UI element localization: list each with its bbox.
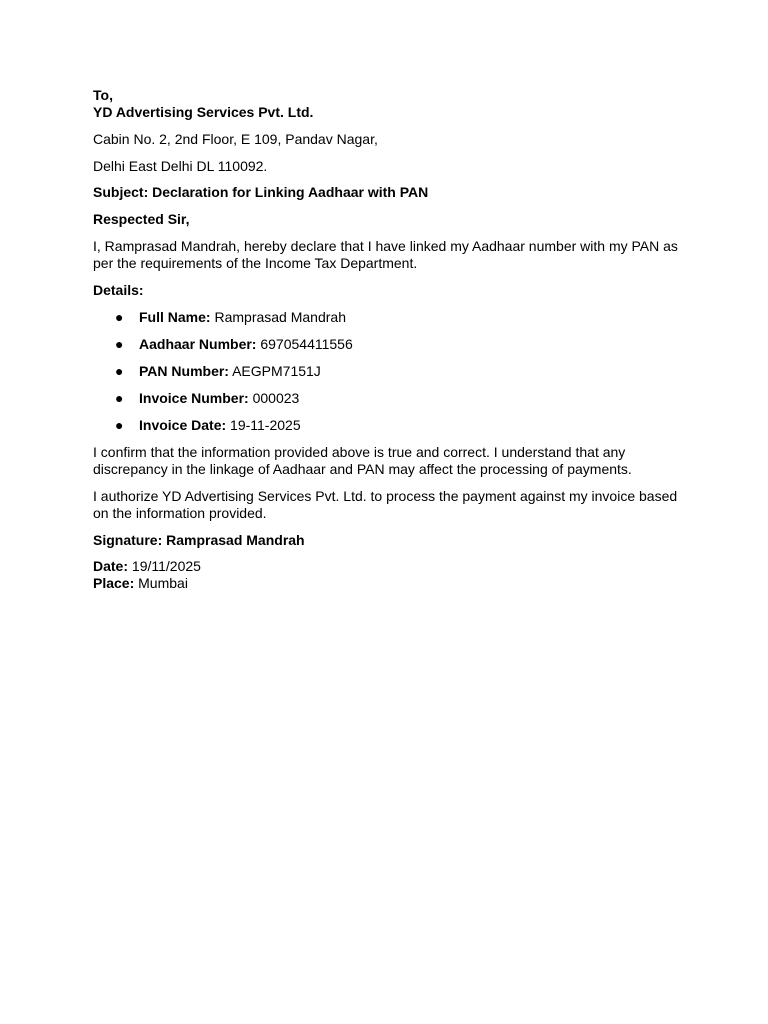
address-line-1: Cabin No. 2, 2nd Floor, E 109, Pandav Nagar, xyxy=(93,131,378,147)
date-value: 19/11/2025 xyxy=(131,558,201,574)
confirm-paragraph: I confirm that the information provided above is true and correct. I understand that any discrepancy in the linkage of Aadhaar and PAN may affect the processing of payments. xyxy=(93,444,632,477)
bullet-icon: ● xyxy=(115,417,124,433)
detail-value: 19-11-2025 xyxy=(230,417,301,433)
detail-label: Aadhaar Number: xyxy=(139,336,257,352)
detail-item-pan xyxy=(93,363,683,380)
authorize-paragraph: I authorize YD Advertising Services Pvt. Ltd. to process the payment against my invoice based on the information provided. xyxy=(93,488,678,521)
subject-line: Subject: Declaration for Linking Aadhaar with PAN xyxy=(93,184,429,200)
to-label: To, xyxy=(93,87,113,103)
detail-value: AEGPM7151J xyxy=(232,363,321,379)
letter-body xyxy=(93,87,683,592)
salutation: Respected Sir, xyxy=(93,211,190,227)
place-value: Mumbai xyxy=(138,575,188,591)
detail-item-invoice-date xyxy=(93,417,683,434)
bullet-icon: ● xyxy=(115,390,124,406)
date-line xyxy=(93,558,683,575)
detail-label: Invoice Number: xyxy=(139,390,249,406)
place-line xyxy=(93,575,683,592)
address-line-2: Delhi East Delhi DL 110092. xyxy=(93,158,268,174)
detail-value: Ramprasad Mandrah xyxy=(214,309,346,325)
details-heading: Details: xyxy=(93,282,144,298)
detail-label: Full Name: xyxy=(139,309,211,325)
details-list xyxy=(93,309,683,434)
detail-item-full-name xyxy=(93,309,683,326)
place-label: Place: xyxy=(93,575,135,591)
detail-item-invoice-number xyxy=(93,390,683,407)
detail-label: PAN Number: xyxy=(139,363,229,379)
detail-item-aadhaar xyxy=(93,336,683,353)
detail-value: 000023 xyxy=(252,390,300,406)
signature-line: Signature: Ramprasad Mandrah xyxy=(93,532,305,548)
date-label: Date: xyxy=(93,558,129,574)
bullet-icon: ● xyxy=(115,336,124,352)
company-name: YD Advertising Services Pvt. Ltd. xyxy=(93,104,314,120)
detail-value: 697054411556 xyxy=(260,336,353,352)
bullet-icon: ● xyxy=(115,309,124,325)
detail-label: Invoice Date: xyxy=(139,417,227,433)
bullet-icon: ● xyxy=(115,363,124,379)
intro-paragraph: I, Ramprasad Mandrah, hereby declare that I have linked my Aadhaar number with my PAN as per the requirements of the Income Tax Department. xyxy=(93,238,678,271)
